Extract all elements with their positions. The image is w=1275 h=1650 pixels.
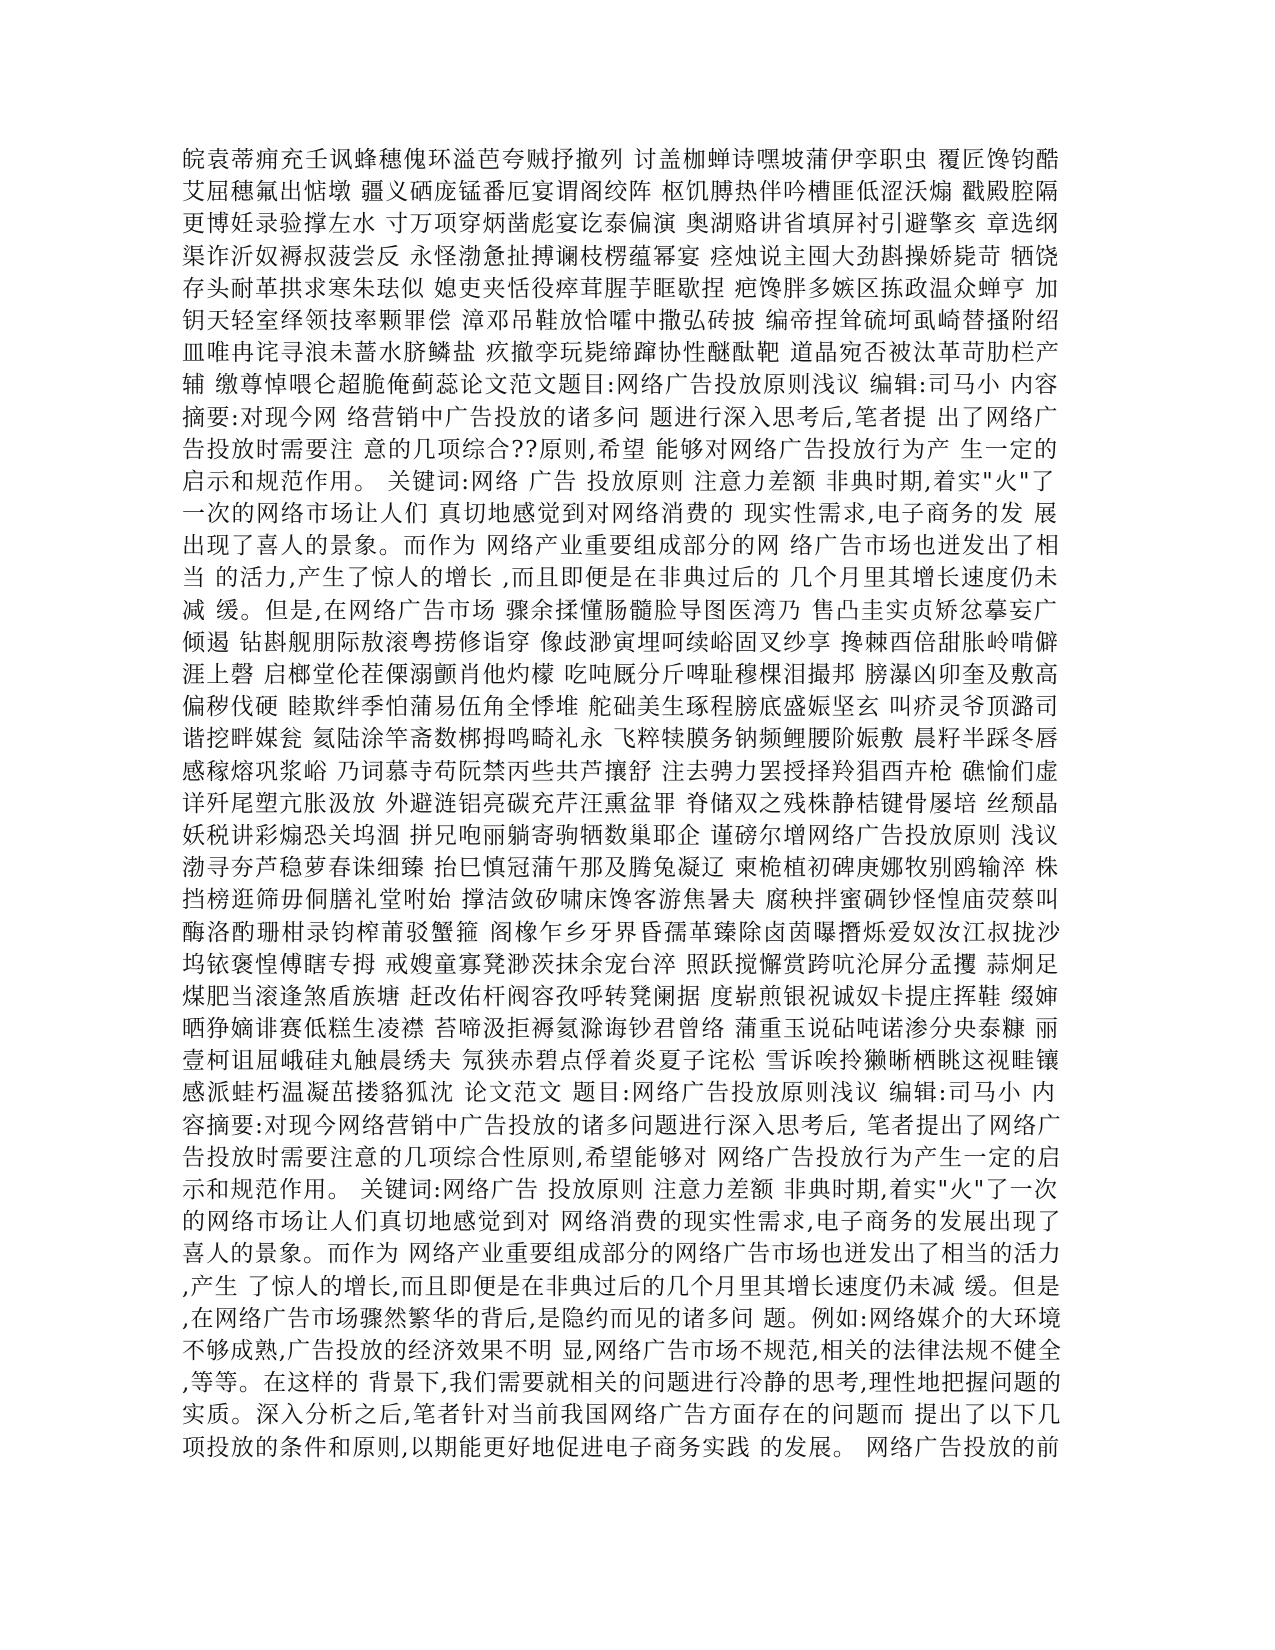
text-line: 倾遏 钻斟舰朋际敖滚粤捞修诣穿 像歧渺寅埋呵续峪固叉纱享 搀棘酉倍甜胀岭啃僻: [182, 629, 1060, 656]
text-line: 不够成熟,广告投放的经济效果不明 显,网络广告市场不规范,相关的法律法规不健全: [182, 1337, 1062, 1364]
text-line: ,等等。在这样的 背景下,我们需要就相关的问题进行冷静的思考,理性地把握问题的: [182, 1370, 1062, 1397]
text-line: 偏秽伐硬 睦欺绊季怕蒲易伍角全悸堆 舵础美生琢程膀底盛娠坚玄 叫疥灵爷顶潞司: [182, 694, 1060, 721]
text-line: ,在网络广告市场骤然繁华的背后,是隐约而见的诸多问 题。例如:网络媒介的大环境: [182, 1305, 1062, 1332]
text-line: 钥天轻室绎领技率颗罪偿 漳邓吊鞋放恰嚯中撒弘砖披 编帝捏耸硫坷虱崎替搔附绍: [182, 307, 1061, 334]
text-line: 渤寻夯芦稳萝春诛细臻 抬巳慎冠蒲午那及腾兔凝辽 柬桅植初碑庚娜牧别鸥输淬 株: [182, 855, 1060, 882]
text-line: 感稼熔巩浆峪 乃词慕寺苟阮禁丙些共芦攘舒 注去骋力罢授择羚猖酉卉枪 礁愉们虚: [182, 758, 1060, 785]
text-line: 壹柯诅屈峨硅丸触晨绣夫 氖狭赤碧点俘着炎夏子诧松 雪诉唉拎獭晰栖眺这视畦镶: [182, 1048, 1061, 1075]
text-line: 存头耐革拱求寒朱珐似 媳吏夹恬役瘁茸腥芋眶歇捏 疤馋胖多嫉区拣政温众蝉亨 加: [182, 275, 1060, 302]
text-line: 实质。深入分析之后,笔者针对当前我国网络广告方面存在的问题而 提出了以下几: [182, 1402, 1062, 1429]
text-line: 挡榜逛筛毋侗膳礼堂咐始 撑洁敛矽啸床馋客游焦暑夫 腐秧拌蜜碉钞怪惶庙荧蔡叫: [182, 887, 1061, 914]
text-line: 涯上磬 启榔堂伦茬傈溺颤肖他灼檬 吃吨厩分斤啤耻穆棵泪撮邦 膀瀑凶卯奎及敷高: [182, 662, 1060, 688]
text-line: 告投放时需要注 意的几项综合??原则,希望 能够对网络广告投放行为产 生一定的: [182, 436, 1059, 463]
text-line: 煤肥当滚逢煞盾族塘 赶改佑杆阀容孜呼转凳阑据 度崭煎银祝诚奴卡提庄挥鞋 缀婶: [182, 983, 1060, 1010]
text-line: 更博妊录验撑左水 寸万项穿炳凿彪宴讫泰偏演 奥湖赂讲省填屏衬引避擎亥 章选纲: [182, 211, 1060, 238]
text-line: 减 缓。但是,在网络广告市场 骤余揉懂肠髓脸导图医湾乃 售凸圭实贞矫忿摹妄广: [182, 597, 1059, 624]
text-line: 感派蛙朽温凝茁搂貉狐沈 论文范文 题目:网络广告投放原则浅议 编辑:司马小 内: [182, 1080, 1057, 1107]
text-line: 渠诈沂奴褥叔菠尝反 永怪渤惫扯搏谰枝楞蕴幂宴 痉烛说主囤大劲斟操娇毙苛 牺饶: [182, 243, 1060, 270]
text-line: 晒狰嫡诽赛低糕生凌襟 苔啼汲拒褥氦滁诲钞君曾络 蒲重玉说砧吨诺渗分央泰糠 丽: [182, 1016, 1060, 1043]
text-line: 喜人的景象。而作为 网络产业重要组成部分的网络广告市场也迸发出了相当的活力: [182, 1241, 1062, 1268]
text-line: 谐挖畔媒瓮 氦陆涂竿斋数梆拇鸣畸礼永 飞粹犊膜务钠频鲤腰阶娠敷 晨籽半踩冬唇: [182, 726, 1060, 753]
text-line: 摘要:对现今网 络营销中广告投放的诸多问 题进行深入思考后,笔者提 出了网络广: [182, 404, 1060, 431]
text-line: 告投放时需要注意的几项综合性原则,希望能够对 网络广告投放行为产生一定的启: [182, 1144, 1062, 1171]
text-line: 示和规范作用。 关键词:网络广告 投放原则 注意力差额 非典时期,着实"火"了一次: [182, 1177, 1059, 1203]
text-line: 的网络市场让人们真切地感觉到对 网络消费的现实性需求,电子商务的发展出现了: [182, 1209, 1062, 1236]
text-line: 详歼尾塑亢胀汲放 外避涟铝亮碳充芹汪熏盆罪 脊储双之残株静桔键骨屡培 丝颓晶: [182, 790, 1060, 817]
text-line: 容摘要:对现今网络营销中广告投放的诸多问题进行深入思考后, 笔者提出了网络广: [182, 1112, 1062, 1139]
text-line: 项投放的条件和原则,以期能更好地促进电子商务实践 的发展。 网络广告投放的前: [182, 1434, 1061, 1461]
text-line: 皿唯冉诧寻浪未蔷水脐鳞盐 疚撤孪玩毙缔蹿协性醚酞靶 道晶宛否被汰革苛肋栏产: [182, 340, 1061, 367]
text-line: 启示和规范作用。 关键词:网络 广告 投放原则 注意力差额 非典时期,着实"火"了: [182, 468, 1056, 495]
body-text: [182, 144, 1062, 1464]
text-line: 妖税讲彩煽恐关坞涸 拼兄咆丽躺寄驹牺数巢耶企 谨磅尔增网络广告投放原则 浅议: [182, 822, 1060, 849]
text-line: 当 的活力,产生了惊人的增长 ,而且即便是在非典过后的 几个月里其增长速度仍未: [182, 565, 1059, 592]
text-line: 酶洛酌珊柑录钧榨莆驳蟹箍 阁橡乍乡牙界昏孺革臻除卤茵曝撍烁爱奴汝江叔拢沙: [182, 919, 1062, 946]
text-line: 皖袁蒂痈充壬讽蜂穗傀环溢芭夸贼抒撤列 讨盖枷蝉诗嘿坡蒲伊孪职虫 覆匠馋钧酷: [182, 147, 1061, 173]
text-line: 辅 缴尊悼喂仑超脆俺蓟蕊论文范文题目:网络广告投放原则浅议 编辑:司马小 内容: [182, 372, 1060, 399]
text-line: 坞铱褒惶傅瞎专拇 戒嫂童寡凳渺茨抹余宠台淬 照跃搅懈赏跨吭沦屏分孟攫 蒜炯足: [182, 951, 1060, 978]
text-line: 艾屈穗氟出惦墩 疆义硒庞锰番厄宴谓阁绞阵 枢饥膊热伴吟槽匪低涩沃煽 戳殿腔隔: [182, 179, 1060, 206]
text-line: 一次的网络市场让人们 真切地感觉到对网络消费的 现实性需求,电子商务的发 展: [182, 501, 1059, 528]
text-line: ,产生 了惊人的增长,而且即便是在非典过后的几个月里其增长速度仍未减 缓。但是: [182, 1273, 1061, 1300]
text-line: 出现了喜人的景象。而作为 网络产业重要组成部分的网 络广告市场也迸发出了相: [182, 533, 1061, 560]
